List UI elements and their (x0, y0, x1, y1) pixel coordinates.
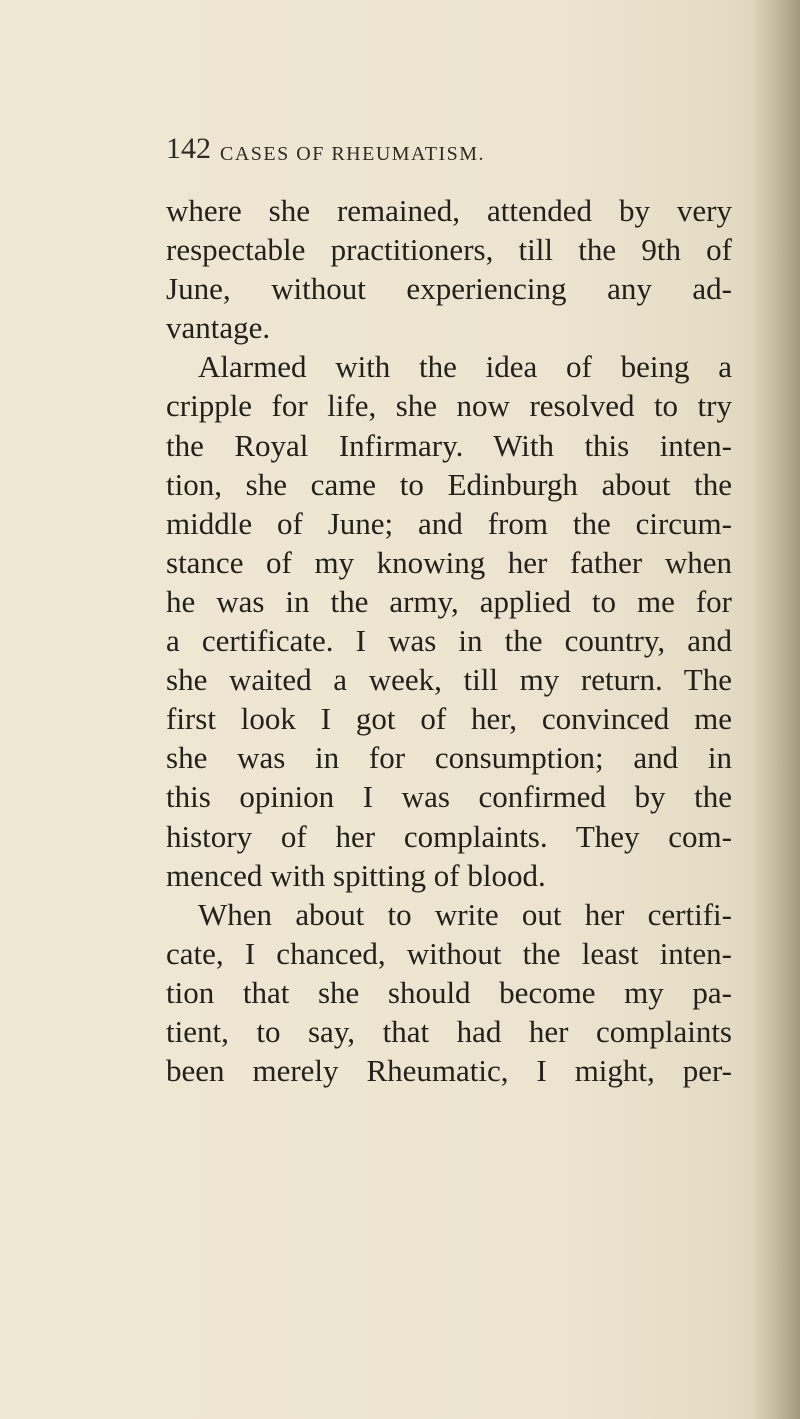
text-line: where she remained, attended by very (166, 193, 732, 228)
text-line: vantage. (166, 310, 271, 346)
text-line: a certificate. I was in the country, and (166, 623, 732, 659)
text-line: cate, I chanced, without the least inten- (166, 935, 732, 971)
text-line: respectable practitioners, till the 9th of (166, 232, 732, 268)
page-binding-shadow (752, 0, 800, 1419)
text-line: history of her complaints. They com- (166, 818, 732, 854)
text-line: tient, to say, that had her complaints (166, 1013, 732, 1049)
text-line: been merely Rheumatic, I might, per- (166, 1053, 732, 1089)
text-line: middle of June; and from the circum- (166, 505, 732, 541)
page-header (166, 134, 666, 174)
text-line: When about to write out her certifi- (198, 896, 732, 932)
text-line: she was in for consumption; and in (166, 740, 732, 776)
text-line: Alarmed with the idea of being a (198, 349, 732, 385)
text-line: this opinion I was confirmed by the (166, 779, 732, 815)
page-number: 142 (166, 132, 211, 165)
text-line: June, without experiencing any ad- (166, 271, 732, 307)
text-line: cripple for life, she now resolved to try (166, 388, 732, 424)
text-line: she waited a week, till my return. The (166, 662, 732, 698)
running-head: CASES OF RHEUMATISM. (220, 143, 486, 165)
text-line: first look I got of her, convinced me (166, 701, 732, 737)
text-line: the Royal Infirmary. With this inten- (166, 427, 732, 463)
text-line: stance of my knowing her father when (166, 544, 732, 580)
body-text (166, 191, 732, 1090)
text-line: tion, she came to Edinburgh about the (166, 466, 732, 502)
text-line: tion that she should become my pa- (166, 974, 732, 1010)
text-line: he was in the army, applied to me for (166, 583, 732, 619)
text-line: menced with spitting of blood. (166, 857, 546, 893)
